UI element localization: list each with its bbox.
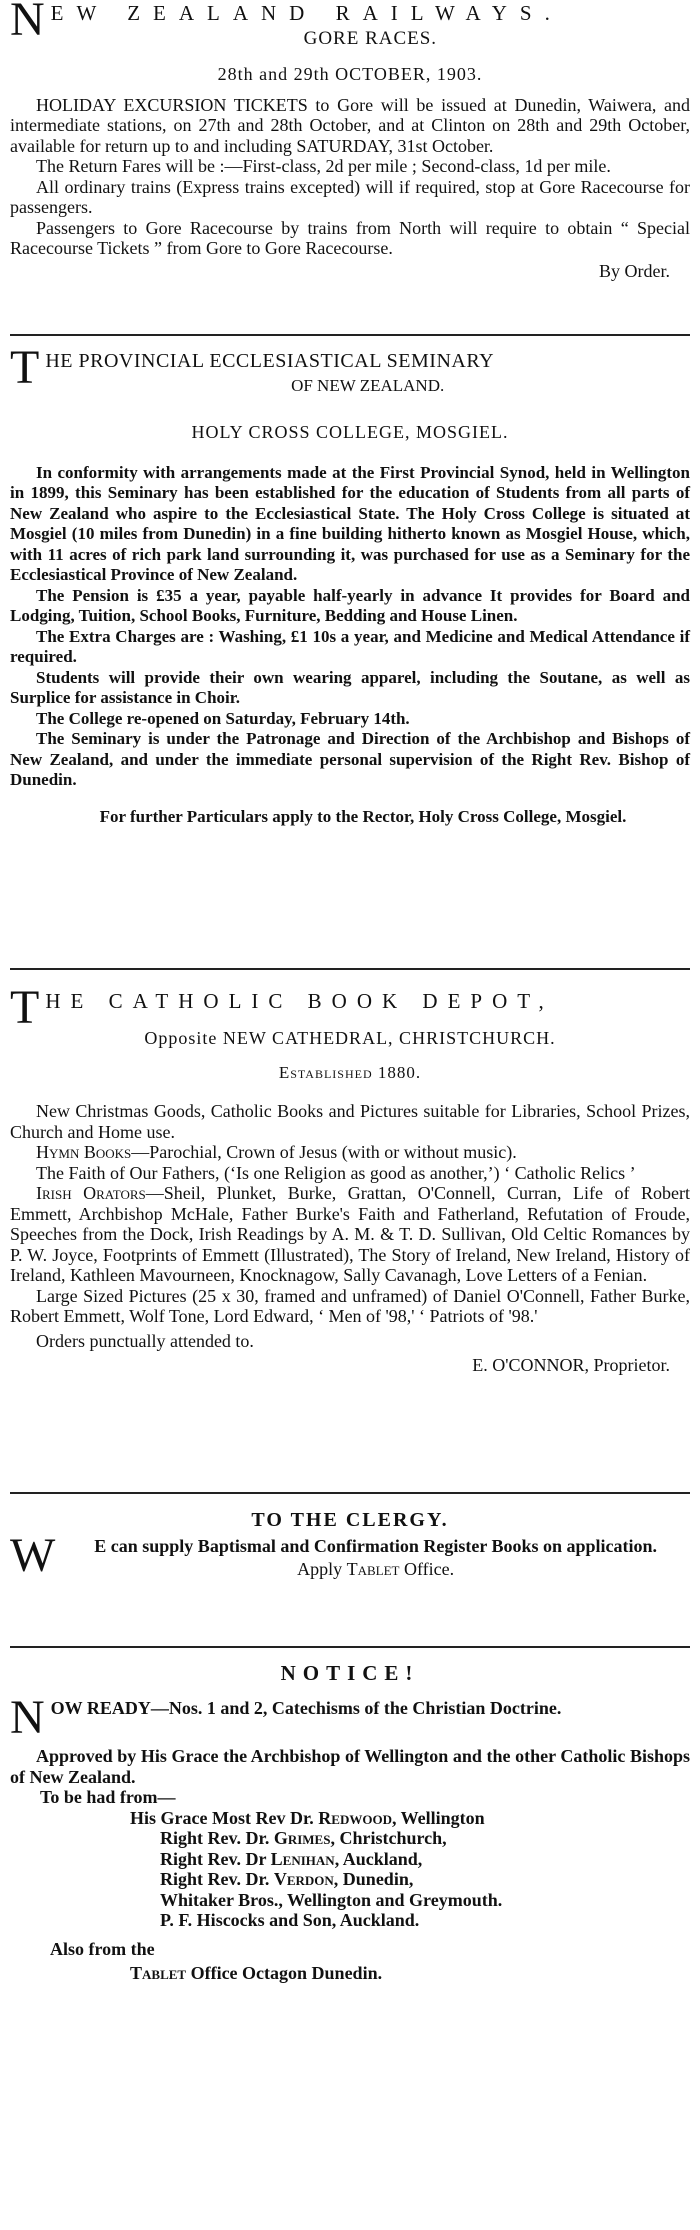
distributor-list (10, 1808, 690, 1931)
ad-subtitle: GORE RACES. (303, 28, 438, 49)
ad-paragraph: OW READY—Nos. 1 and 2, Catechisms of the Christian Doctrine. (50, 1698, 562, 1718)
also-line: Also from the (50, 1938, 155, 1959)
ad-paragraph: The Return Fares will be :—First-class, 2d per mile ; Second-class, 1d per mile. (36, 156, 611, 176)
ad-paragraph: New Christmas Goods, Catholic Books and Pictures suitable for Libraries, School Prizes, Church and Home use. (10, 1101, 690, 1142)
ad-dates: 28th and 29th OCTOBER, 1903. (217, 64, 483, 84)
ad-title: HE CATHOLIC BOOK DEPOT, (45, 989, 554, 1013)
ad-title: NOTICE! (280, 1661, 420, 1685)
ad-paragraph (10, 1183, 690, 1286)
ad-title: HE PROVINCIAL ECCLESIASTICAL SEMINARY (45, 350, 495, 372)
notice-ad (10, 1648, 690, 1984)
tablet-text: Tablet (130, 1963, 187, 1983)
ad-paragraph: HOLIDAY EXCURSION TICKETS to Gore will be issued at Dunedin, Waiwera, and intermediate stations, on 27th and 28th October, and at Clinton on 28th and 29th October, available for return up to and including SATURDAY, 31st October. (10, 94, 690, 156)
ad-paragraph: In conformity with arrangements made at the First Provincial Synod, held in Wellington in 1899, this Seminary has been established for the education of Students from all parts of New Zealand who aspire to the Ecclesiastical State. The Holy Cross College is situated at Mosgiel (10 miles from Dunedin) in a fine building hitherto known as Mosgiel House, which, with 11 acres of rich park land surrounding it, was purchased for use as a Seminary for the Ecclesiastical Province of New Zealand. (10, 462, 690, 584)
list-item (10, 1828, 690, 1849)
ad-paragraph: E can supply Baptismal and Confirmation Register Books on application. (94, 1536, 658, 1556)
ad-paragraph: To be had from— (40, 1787, 176, 1807)
drop-cap: W (10, 1536, 56, 1579)
ad-paragraph: The Extra Charges are : Washing, £1 10s a year, and Medicine and Medical Attendance if required. (10, 626, 690, 666)
drop-cap: T (10, 981, 40, 1034)
ad-paragraph (10, 1142, 690, 1163)
list-name: Grimes (273, 1828, 331, 1848)
lead-text: Irish Orators (36, 1183, 146, 1203)
drop-cap: N (10, 1698, 45, 1738)
list-name: Redwood (318, 1807, 392, 1828)
list-prefix: Right Rev. Dr (160, 1848, 267, 1869)
ad-paragraph: Large Sized Pictures (25 x 30, framed and unframed) of Daniel O'Connell, Father Burke, Robert Emmett, Wolf Tone, Lord Edward, ‘ Men of '98,' ‘ Patriots of '98.' (10, 1285, 690, 1326)
list-prefix: His Grace Most Rev Dr. (130, 1807, 314, 1828)
body-text: —Sheil, Plunket, Burke, Grattan, O'Connell, Curran, Life of Robert Emmett, Archbishop McHale, Father Burke's Faith and Fatherland, Refutation of Froude, Speeches from the Dock, Irish Readings by A. M. & T. D. Sullivan, Old Celtic Romances by P. W. Joyce, Footprints of Emmett (Illustrated), The Story of Ireland, New Ireland, History of Ireland, Kathleen Mavourneen, Knocknagow, Sally Cavanagh, Love Letters of a Fenian. (10, 1183, 691, 1285)
list-item (10, 1849, 690, 1870)
office-line (10, 1963, 690, 1984)
apply-line (10, 1559, 690, 1580)
ad-paragraph: Passengers to Gore Racecourse by trains from North will require to obtain “ Special Racecourse Tickets ” from Gore to Gore Racecourse. (10, 217, 690, 258)
ad-paragraph: The Pension is £35 a year, payable half-yearly in advance It provides for Board and Lodging, Tuition, School Books, Furniture, Bedding and House Linen. (10, 585, 690, 625)
drop-cap: N (10, 0, 45, 46)
office-text: Office Octagon Dunedin. (190, 1963, 383, 1983)
clergy-ad (10, 1494, 690, 1648)
college-name: HOLY CROSS COLLEGE, MOSGIEL. (191, 422, 509, 442)
list-prefix: Right Rev. Dr. (160, 1869, 270, 1889)
list-prefix: Right Rev. Dr. (160, 1828, 270, 1848)
ad-title: EW ZEALAND RAILWAYS. (50, 1, 563, 25)
list-suffix: , Auckland, (334, 1848, 423, 1869)
drop-cap: T (10, 341, 40, 394)
ad-signature: E. O'CONNOR, Proprietor. (472, 1355, 670, 1375)
list-suffix: , Wellington (391, 1807, 485, 1828)
ad-paragraph: Approved by His Grace the Archbishop of Wellington and the other Catholic Bishops of New Zealand. (10, 1746, 690, 1787)
depot-established: Established 1880. (278, 1062, 422, 1082)
list-item (10, 1808, 690, 1829)
ad-subtitle: OF NEW ZEALAND. (291, 376, 445, 395)
ad-signature: By Order. (599, 260, 670, 281)
body-text: —Parochial, Crown of Jesus (with or without music). (131, 1142, 517, 1162)
office-text: Office. (404, 1558, 455, 1579)
ad-paragraph: The Faith of Our Fathers, (‘Is one Religion as good as another,’) ‘ Catholic Relics ’ (36, 1162, 636, 1183)
list-item: P. F. Hiscocks and Son, Auckland. (160, 1910, 420, 1930)
seminary-ad (10, 336, 690, 970)
list-item: Whitaker Bros., Wellington and Greymouth. (160, 1889, 503, 1910)
depot-address: Opposite NEW CATHEDRAL, CHRISTCHURCH. (144, 1028, 556, 1048)
ad-paragraph: The College re-opened on Saturday, February 14th. (36, 708, 410, 728)
list-suffix: , Christchurch, (330, 1828, 447, 1848)
ad-paragraph: Students will provide their own wearing apparel, including the Soutane, as well as Surplice for assistance in Choir. (10, 667, 690, 707)
ad-paragraph: The Seminary is under the Patronage and Direction of the Archbishop and Bishops of New Zealand, and under the immediate personal supervision of the Right Rev. Bishop of Dunedin. (10, 729, 690, 789)
list-suffix: , Dunedin, (333, 1869, 414, 1889)
lead-text: Hymn Books (36, 1142, 132, 1162)
apply-text: Apply (297, 1558, 343, 1579)
ad-title: TO THE CLERGY. (251, 1509, 449, 1531)
book-depot-ad (10, 970, 690, 1494)
list-name: Verdon (273, 1869, 334, 1889)
ad-paragraph: All ordinary trains (Express trains excepted) will if required, stop at Gore Racecourse for passengers. (10, 176, 690, 217)
ad-paragraph: Orders punctually attended to. (36, 1330, 254, 1351)
list-item (10, 1869, 690, 1890)
railways-ad (10, 0, 690, 336)
ad-paragraph: For further Particulars apply to the Rector, Holy Cross College, Mosgiel. (99, 806, 627, 826)
tablet-text: Tablet (346, 1558, 400, 1579)
list-name: Lenihan (270, 1848, 335, 1869)
